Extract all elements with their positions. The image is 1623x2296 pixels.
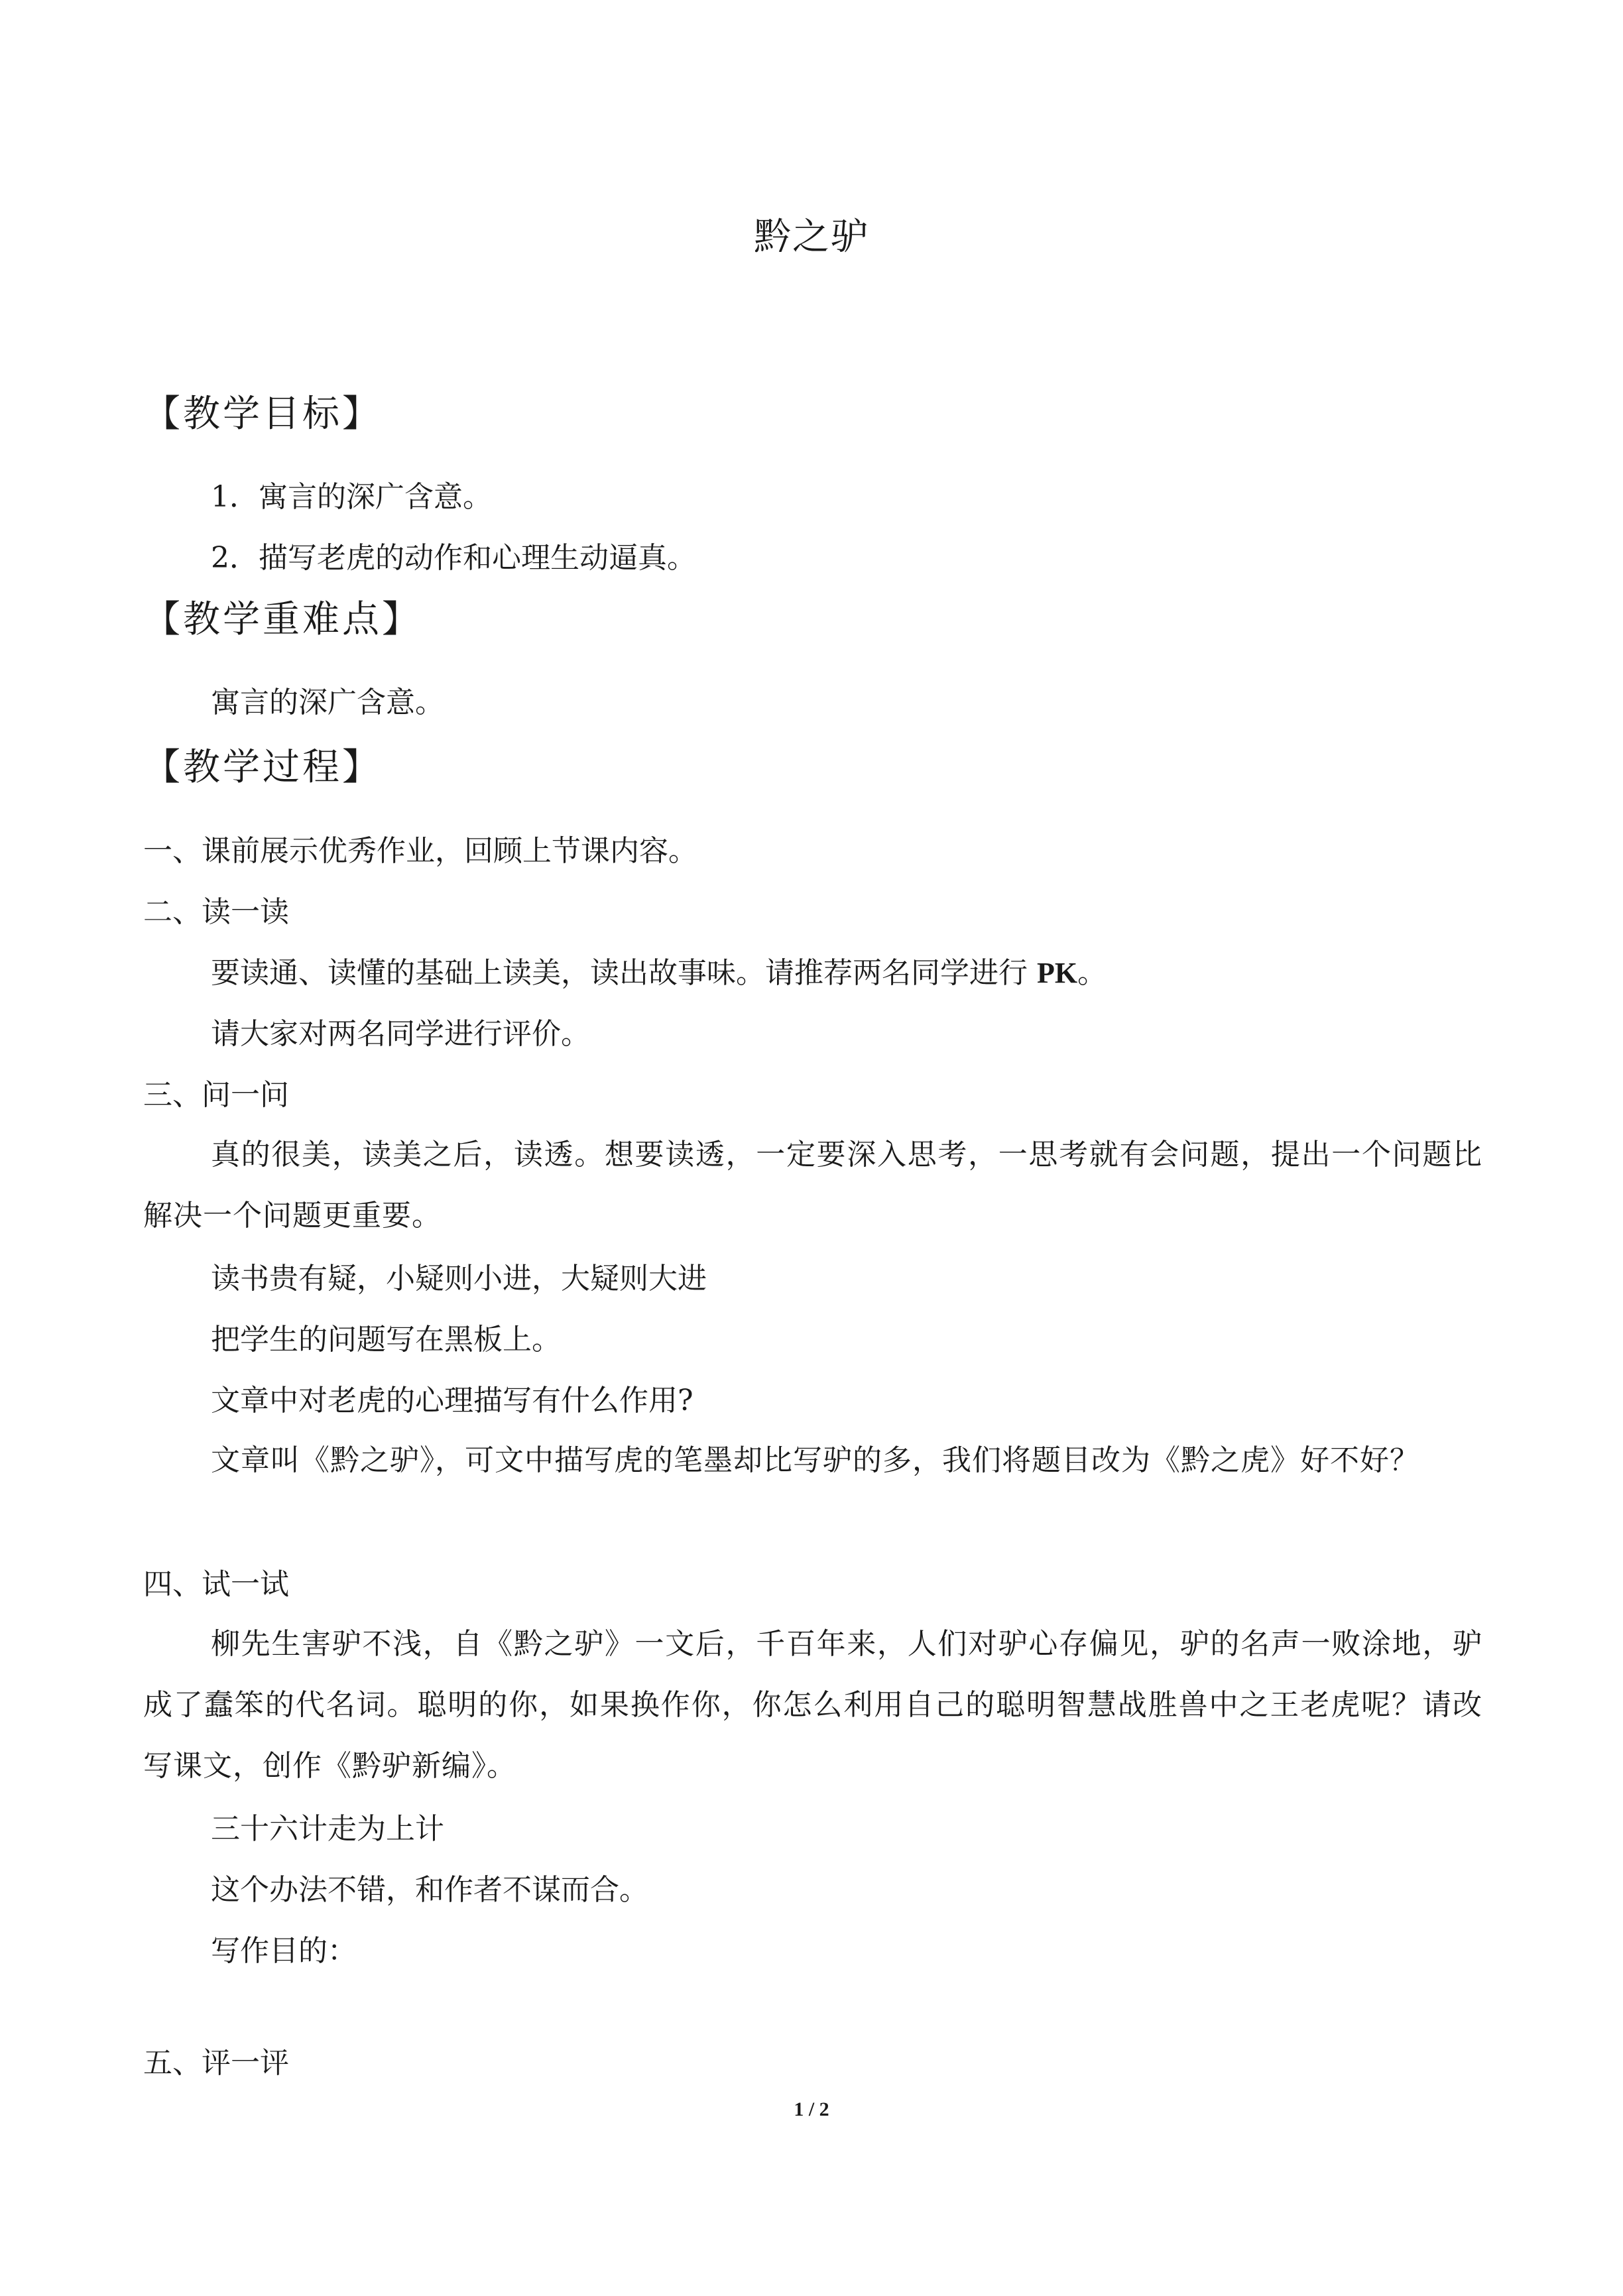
process-step-5: 五、评一评 [143,2046,289,2080]
objectives-heading: 【教学目标】 [143,393,382,436]
step4-paragraph: 柳先生害驴不浅，自《黔之驴》一文后，千百年来，人们对驴心存偏见，驴的名声一败涂地，驴成了蠢笨的代名词。聪明的你，如果换作你，你怎么利用自己的聪明智慧战胜兽中之王老虎呢？请改写课文，创作《黔驴新编》。 [143,1627,1482,1783]
objective-1: 1．寓言的深广含意。 [211,480,492,514]
process-step-4: 四、试一试 [143,1567,289,1601]
step4-line-3: 这个办法不错，和作者不谋而合。 [211,1873,648,1907]
process-step-2: 二、读一读 [143,895,289,929]
step4-line-4: 写作目的： [211,1934,357,1968]
page-indicator: 1 / 2 [794,2098,829,2120]
key-point-1: 寓言的深广含意。 [211,686,444,719]
objective-2: 2．描写老虎的动作和心理生动逼真。 [211,541,696,575]
step4-line-2: 三十六计走为上计 [211,1812,444,1846]
process-step-3: 三、问一问 [143,1078,289,1112]
step2-line-1 [211,952,1107,995]
pk-text: PK [1036,957,1078,989]
step2-line-2: 请大家对两名同学进行评价。 [211,1017,590,1051]
step2-line-1-text: 要读通、读懂的基础上读美，读出故事味。请推荐两名同学进行 [211,956,1037,990]
step2-line-1-end: 。 [1077,956,1107,990]
process-heading: 【教学过程】 [143,746,382,789]
document-title: 黔之驴 [754,215,869,259]
step3-line-3: 把学生的问题写在黑板上。 [211,1323,561,1357]
key-points-heading: 【教学重难点】 [143,598,422,641]
process-step-1: 一、课前展示优秀作业，回顾上节课内容。 [143,834,697,868]
step3-paragraph-2: 文章叫《黔之驴》，可文中描写虎的笔墨却比写驴的多，我们将题目改为《黔之虎》好不好？ [211,1443,1419,1477]
step3-line-2: 读书贵有疑，小疑则小进，大疑则大进 [211,1262,707,1296]
step3-paragraph: 真的很美，读美之后，读透。想要读透，一定要深入思考，一思考就有会问题，提出一个问题比解决一个问题更重要。 [143,1138,1482,1233]
step3-line-4: 文章中对老虎的心理描写有什么作用? [211,1384,693,1418]
